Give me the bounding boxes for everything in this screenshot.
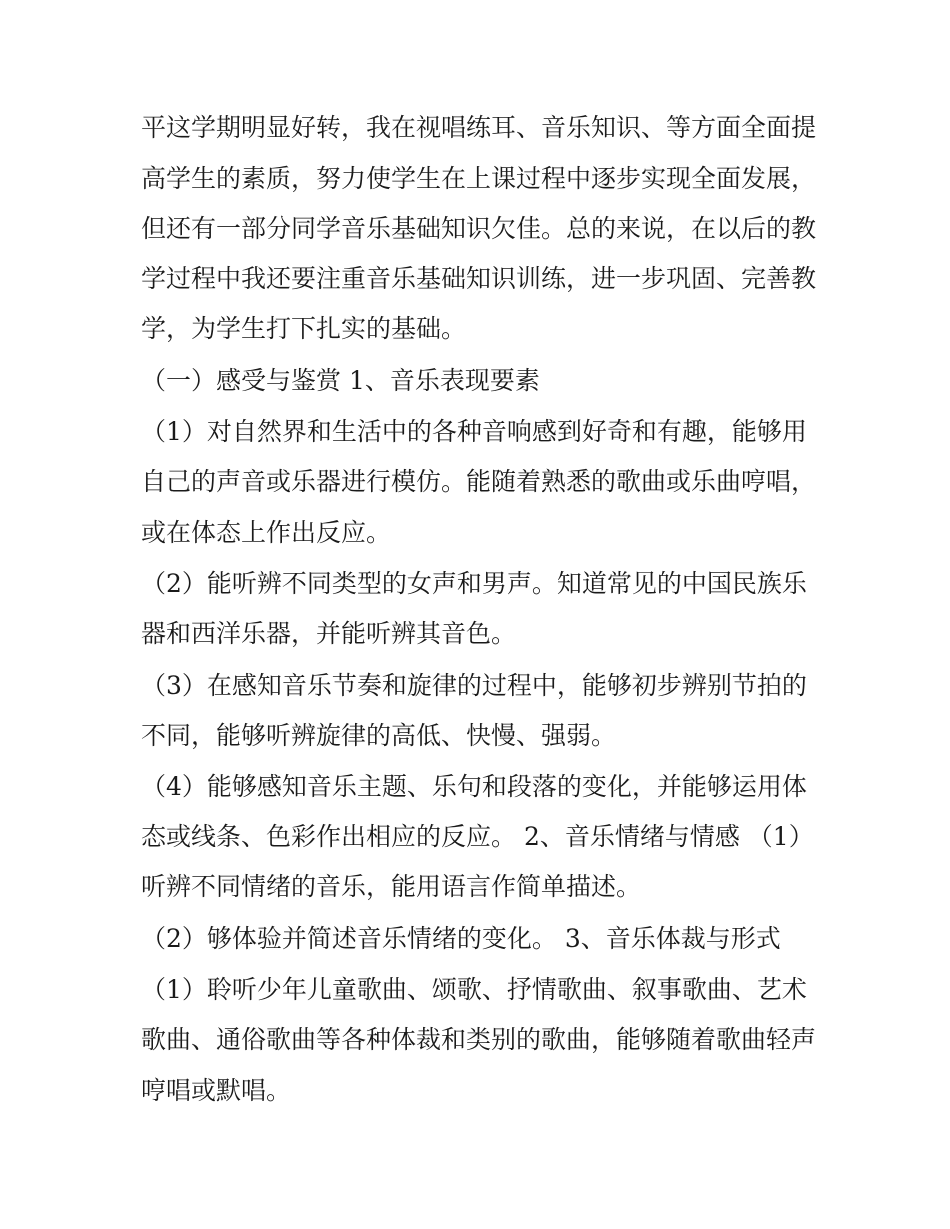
body-text-line: （3）在感知音乐节奏和旋律的过程中，能够初步辨别节拍的 [141, 671, 807, 700]
body-text-line: 学过程中我还要注重音乐基础知识训练，进一步巩固、完善教 [141, 264, 817, 293]
body-text-line: 高学生的素质，努力使学生在上课过程中逐步实现全面发展， [141, 164, 817, 193]
body-text-line: 听辨不同情绪的音乐，能用语言作简单描述。 [141, 872, 642, 901]
body-text-line: 自己的声音或乐器进行模仿。能随着熟悉的歌曲或乐曲哼唱， [141, 467, 817, 496]
body-text-line: 平这学期明显好转，我在视唱练耳、音乐知识、等方面全面提 [141, 113, 817, 142]
body-text-line: （4）能够感知音乐主题、乐句和段落的变化，并能够运用体 [141, 772, 807, 801]
body-text-line: 哼唱或默唱。 [141, 1076, 292, 1105]
section-heading: （一）感受与鉴赏 1、音乐表现要素 [141, 366, 540, 395]
body-text-line: 态或线条、色彩作出相应的反应。 2、音乐情绪与情感 （1） [141, 822, 814, 851]
body-text-line: 或在体态上作出反应。 [141, 518, 392, 547]
body-text-line: 歌曲、通俗歌曲等各种体裁和类别的歌曲，能够随着歌曲轻声 [141, 1025, 817, 1054]
body-text-line: （1）对自然界和生活中的各种音响感到好奇和有趣，能够用 [141, 417, 807, 446]
body-text-line: 但还有一部分同学音乐基础知识欠佳。总的来说，在以后的教 [141, 214, 817, 243]
body-text-line: 不同，能够听辨旋律的高低、快慢、强弱。 [141, 721, 617, 750]
body-text-line: 器和西洋乐器，并能听辨其音色。 [141, 619, 517, 648]
body-text-line: （2）够体验并简述音乐情绪的变化。 3、音乐体裁与形式 [141, 924, 781, 953]
body-text-line: 学，为学生打下扎实的基础。 [141, 314, 467, 343]
body-text-line: （2）能听辨不同类型的女声和男声。知道常见的中国民族乐 [141, 569, 807, 598]
body-text-line: （1）聆听少年儿童歌曲、颂歌、抒情歌曲、叙事歌曲、艺术 [141, 975, 807, 1004]
